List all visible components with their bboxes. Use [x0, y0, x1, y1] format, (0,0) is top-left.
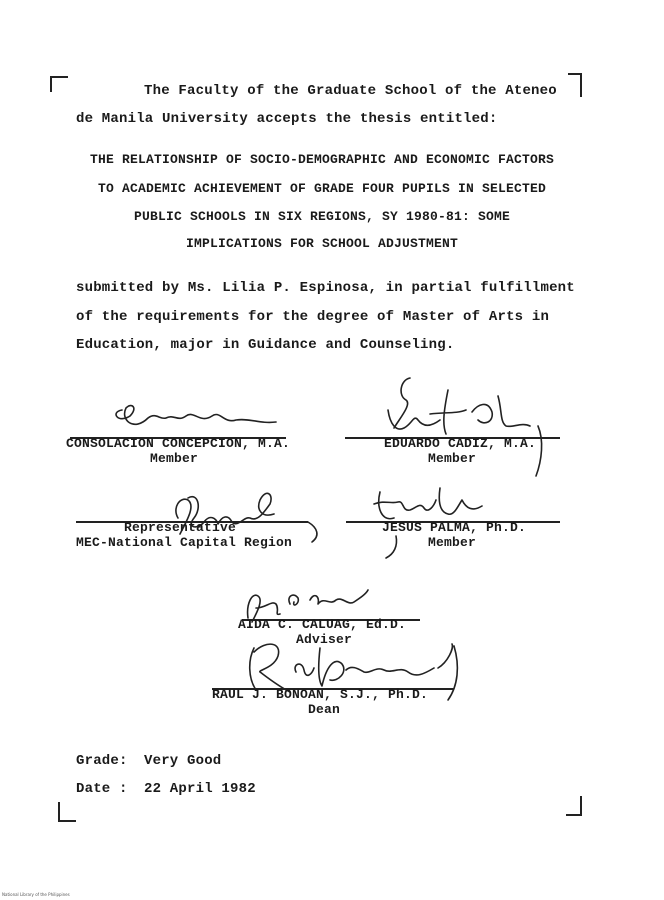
signatory-5-name: AIDA C. CALUAG, Ed.D.	[238, 617, 407, 632]
thesis-title-line-1: THE RELATIONSHIP OF SOCIO-DEMOGRAPHIC AND ECONOMIC FACTORS	[89, 152, 555, 167]
signatory-4-role: Member	[428, 535, 477, 550]
intro-line-2: de Manila University accepts the thesis entitled:	[76, 111, 498, 127]
library-footer-text: National Library of the Philippines	[2, 892, 70, 897]
thesis-title-line-4: IMPLICATIONS FOR SCHOOL ADJUSTMENT	[185, 236, 459, 251]
thesis-title-line-3: PUBLIC SCHOOLS IN SIX REGIONS, SY 1980-81: SOME	[133, 209, 511, 224]
signatory-1-name: CONSOLACION CONCEPCION, M.A.	[66, 436, 291, 451]
corner-mark-top-left	[50, 76, 68, 92]
signatory-6-name: RAUL J. BONOAN, S.J., Ph.D.	[212, 687, 429, 702]
signatory-2-name: EDUARDO CADIZ, M.A.	[384, 436, 537, 451]
corner-mark-bottom-left	[58, 802, 76, 822]
corner-mark-bottom-right	[566, 796, 582, 816]
signatory-4-name: JESUS PALMA, Ph.D.	[382, 520, 527, 535]
corner-mark-top-right	[568, 73, 582, 97]
signatory-3-org: MEC-National Capital Region	[76, 535, 293, 550]
intro-line-1: The Faculty of the Graduate School of the Ateneo	[144, 83, 557, 99]
signatory-6-role: Dean	[308, 702, 341, 717]
thesis-title-line-2: TO ACADEMIC ACHIEVEMENT OF GRADE FOUR PUPILS IN SELECTED	[97, 181, 547, 196]
body-line-2: of the requirements for the degree of Master of Arts in	[76, 309, 550, 325]
signatory-2-role: Member	[428, 451, 477, 466]
date-value: 22 April 1982	[144, 781, 256, 797]
signatory-5-role: Adviser	[296, 632, 353, 647]
signatory-1-role: Member	[150, 451, 199, 466]
signatory-3-role: Representative	[124, 520, 237, 535]
body-line-1: submitted by Ms. Lilia P. Espinosa, in partial fulfillment	[76, 280, 575, 296]
date-label: Date :	[76, 781, 128, 797]
body-line-3: Education, major in Guidance and Counseling.	[76, 337, 455, 353]
signature-concepcion	[100, 398, 280, 438]
grade-value: Very Good	[144, 753, 222, 769]
grade-label: Grade:	[76, 753, 128, 769]
